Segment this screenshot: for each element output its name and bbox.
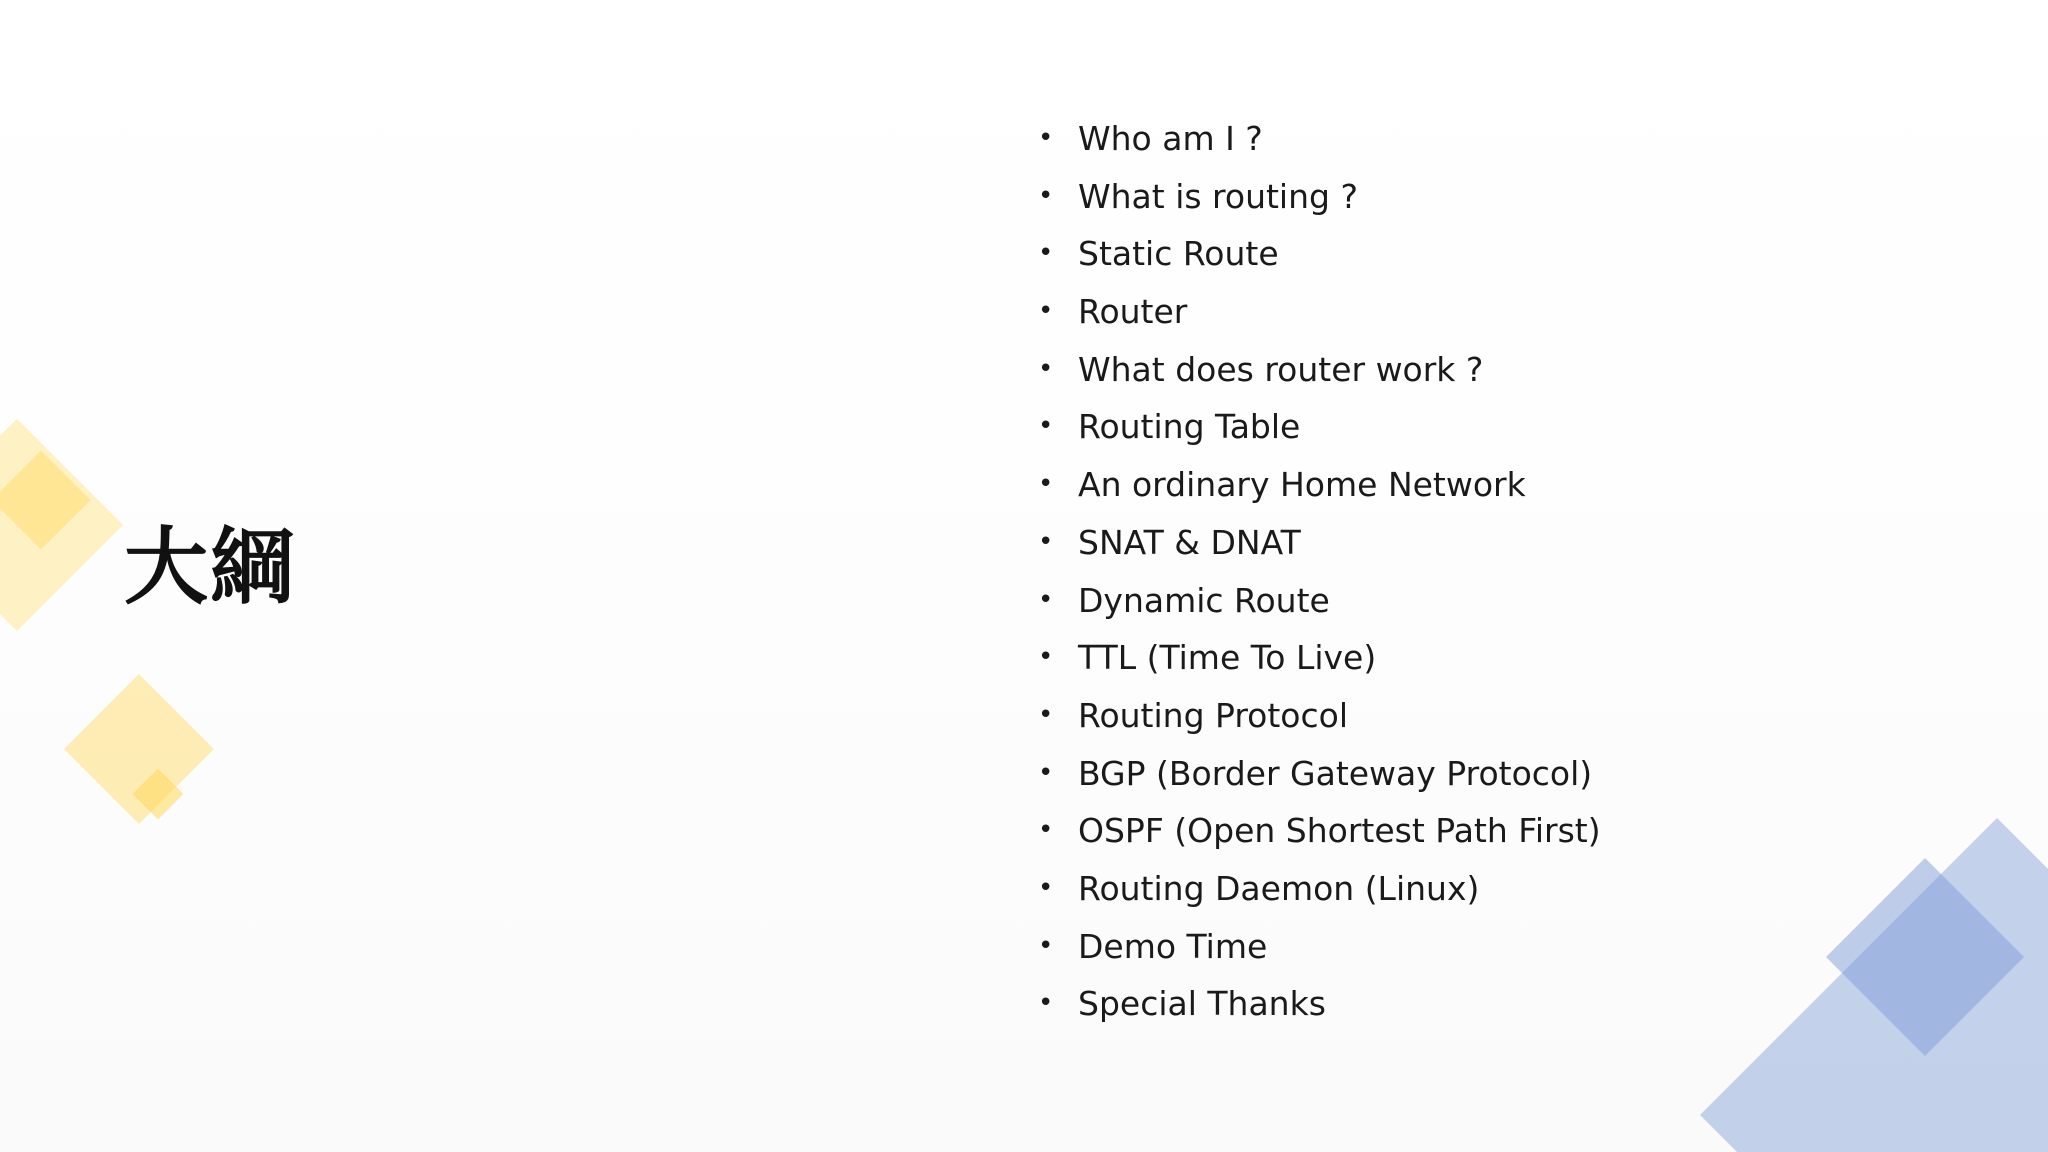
bullet-icon: •: [1038, 526, 1054, 557]
outline-item: [1032, 687, 1601, 745]
outline-item-label: What is routing ?: [1078, 176, 1358, 216]
outline-item-label: BGP (Border Gateway Protocol): [1078, 753, 1593, 793]
outline-item-label: Dynamic Route: [1078, 580, 1330, 620]
outline-item: [1032, 456, 1601, 514]
bullet-icon: •: [1038, 411, 1054, 442]
bullet-icon: •: [1038, 353, 1054, 384]
outline-item-label: What does router work ?: [1078, 349, 1484, 389]
outline-item-label: SNAT & DNAT: [1078, 522, 1301, 562]
bullet-icon: •: [1038, 930, 1054, 961]
outline-item-label: Demo Time: [1078, 926, 1268, 966]
outline-item: [1032, 514, 1601, 572]
outline-item-label: An ordinary Home Network: [1078, 465, 1526, 505]
outline-item: [1032, 802, 1601, 860]
outline-item-label: Special Thanks: [1078, 984, 1326, 1024]
bullet-icon: •: [1038, 584, 1054, 615]
bullet-icon: •: [1038, 642, 1054, 673]
bullet-icon: •: [1038, 469, 1054, 500]
outline-item: [1032, 110, 1601, 168]
outline-item: [1032, 975, 1601, 1033]
bullet-icon: •: [1038, 699, 1054, 730]
outline-item: [1032, 860, 1601, 918]
bullet-icon: •: [1038, 296, 1054, 327]
bullet-icon: •: [1038, 757, 1054, 788]
outline-item: [1032, 168, 1601, 226]
bullet-icon: •: [1038, 815, 1054, 846]
outline-item: [1032, 629, 1601, 687]
outline-item: [1032, 745, 1601, 803]
outline-item: [1032, 283, 1601, 341]
bullet-icon: •: [1038, 988, 1054, 1019]
bullet-icon: •: [1038, 180, 1054, 211]
outline-item-label: TTL (Time To Live): [1078, 638, 1377, 678]
bullet-icon: •: [1038, 872, 1054, 903]
outline-item: [1032, 225, 1601, 283]
outline-item-label: Router: [1078, 292, 1188, 332]
slide-title: 大綱: [124, 518, 297, 616]
outline-list: [1032, 110, 1601, 1033]
bullet-icon: •: [1038, 238, 1054, 269]
outline-item: [1032, 572, 1601, 630]
outline-item-label: OSPF (Open Shortest Path First): [1078, 811, 1601, 851]
outline-item-label: Static Route: [1078, 234, 1279, 274]
outline-item-label: Routing Protocol: [1078, 695, 1348, 735]
outline-item-label: Routing Table: [1078, 407, 1301, 447]
outline-item: [1032, 398, 1601, 456]
bullet-icon: •: [1038, 123, 1054, 153]
outline-item-label: Routing Daemon (Linux): [1078, 868, 1480, 908]
outline-item: [1032, 918, 1601, 976]
outline-item-label: Who am I ?: [1078, 119, 1263, 158]
outline-item: [1032, 341, 1601, 399]
